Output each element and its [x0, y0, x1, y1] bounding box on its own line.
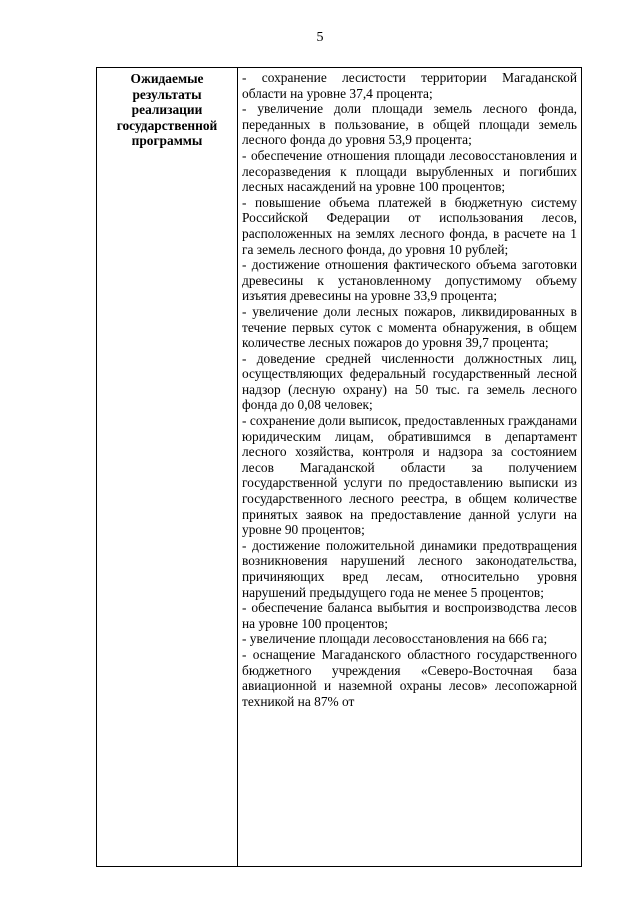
table-label-cell: Ожидаемые результаты реализации государственной программы: [97, 68, 238, 866]
page-number: 5: [316, 30, 324, 45]
result-item: - оснащение Магаданского областного государственного бюджетного учреждения «Северо-Восточная база авиационной и наземной охраны лесов» лесопожарной техникой на 87% от: [242, 646, 577, 709]
result-item: - увеличение доли площади земель лесного фонда, переданных в пользование, в общей площади земель лесного фонда до уровня 53,9 процента;: [242, 101, 577, 148]
result-item: - доведение средней численности должностных лиц, осуществляющих федеральный государственный лесной надзор (лесную охрану) на 50 тыс. га земель лесного фонда до 0,08 человек;: [242, 350, 577, 413]
result-item: - обеспечение отношения площади лесовосстановления и лесоразведения к площади вырубленных и погибших лесных насаждений на уровне 100 процентов;: [242, 147, 577, 195]
result-item: - достижение положительной динамики предотвращения возникновения нарушений лесного законодательства, причиняющих вред лесам, относительно уровня нарушений предыдущего года не менее 5 процентов;: [242, 537, 577, 600]
result-item: - увеличение доли лесных пожаров, ликвидированных в течение первых суток с момента обнаружения, в общем количестве лесных пожаров до уровня 39,7 процента;: [242, 303, 577, 351]
result-item: - сохранение лесистости территории Магаданской области на уровне 37,4 процента;: [242, 70, 577, 101]
result-item: - повышение объема платежей в бюджетную систему Российской Федерации от использования лесов, расположенных на землях лесного фонда, в расчете на 1 га земель лесного фонда, до уровня 10 рублей;: [242, 194, 577, 257]
result-item: - увеличение площади лесовосстановления на 666 га;: [242, 631, 548, 647]
result-item: - сохранение доли выписок, предоставленных гражданами юридическим лицам, обратившимся в департамент лесного хозяйства, контроля и надзора за состоянием лесов Магаданской области за получением государственной услуги по предоставлению выписки из государственного лесного реестра, в общем количестве принятых заявок на предоставление данной услуги на уровне 90 процентов;: [242, 413, 577, 538]
document-table: [96, 67, 582, 867]
table-content-cell: [238, 68, 581, 866]
result-item: - обеспечение баланса выбытия и воспроизводства лесов на уровне 100 процентов;: [242, 600, 577, 631]
result-item: - достижение отношения фактического объема заготовки древесины к установленному допустимому объему изъятия древесины на уровне 33,9 процента;: [242, 257, 577, 304]
